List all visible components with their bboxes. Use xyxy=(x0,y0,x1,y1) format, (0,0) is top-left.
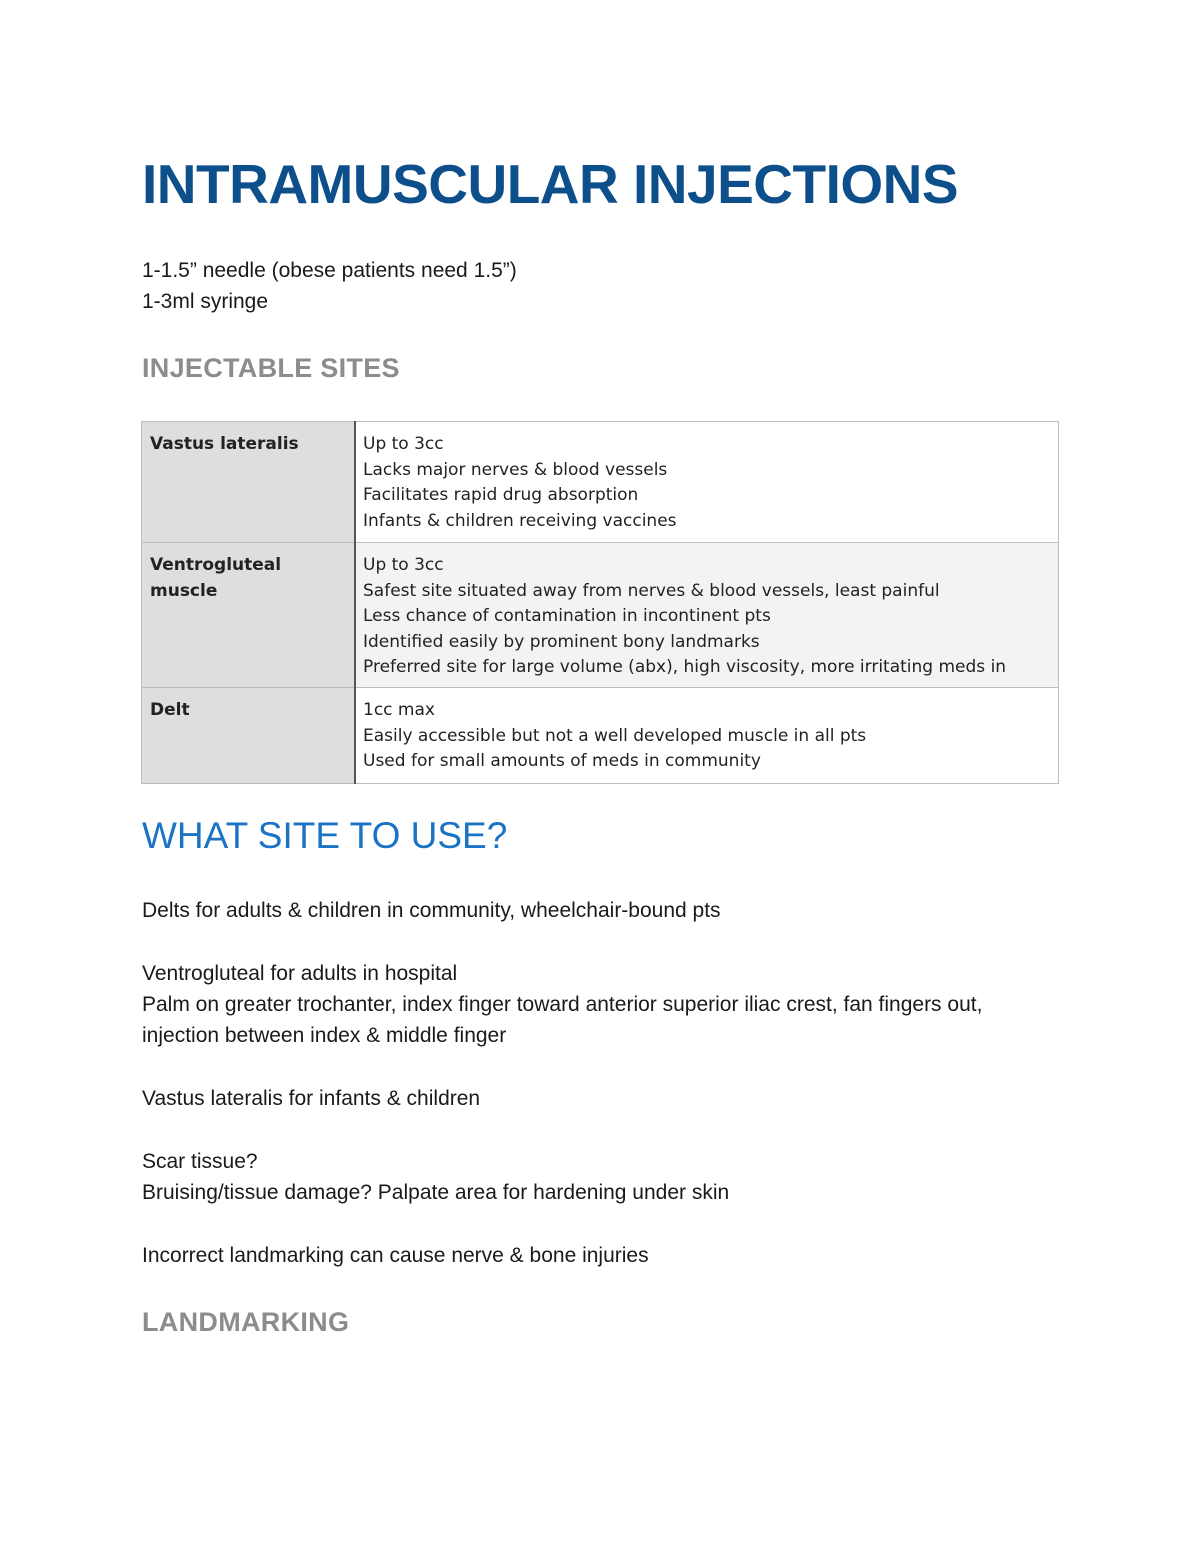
table-row xyxy=(142,543,1059,688)
what-site-heading: WHAT SITE TO USE? xyxy=(142,815,508,856)
detail-line: Safest site situated away from nerves & blood vessels, least painful xyxy=(363,580,940,601)
site-name-cell: Vastus lateralis xyxy=(142,422,356,543)
detail-line: Up to 3cc xyxy=(363,434,444,454)
page-title: INTRAMUSCULAR INJECTIONS xyxy=(142,153,959,215)
injectable-sites-heading: INJECTABLE SITES xyxy=(142,353,400,383)
site-name-text: Ventrogluteal muscle xyxy=(150,555,282,601)
text-line: Scar tissue? xyxy=(142,1150,258,1173)
paragraph xyxy=(142,895,1042,926)
injectable-sites-table xyxy=(141,421,1059,784)
site-details-cell xyxy=(355,543,1059,688)
syringe-note: 1-3ml syringe xyxy=(142,290,269,313)
text-line: Palm on greater trochanter, index finger toward anterior superior iliac crest, fan fingers out, injection between index & middle finger xyxy=(142,993,983,1047)
detail-line: 1cc max xyxy=(363,700,435,720)
details-clip xyxy=(363,553,1050,679)
site-name-cell xyxy=(142,543,356,688)
detail-line: Less chance of contamination in incontinent pts xyxy=(363,606,771,626)
detail-line: Up to 3cc xyxy=(363,555,444,575)
site-name-cell: Delt xyxy=(142,688,356,784)
landmarking-heading: LANDMARKING xyxy=(142,1307,350,1337)
table-row xyxy=(142,422,1059,543)
detail-line: Facilitates rapid drug absorption xyxy=(363,485,639,505)
detail-line: Used for small amounts of meds in community xyxy=(363,751,761,771)
paragraph xyxy=(142,1146,1042,1208)
needle-note: 1-1.5” needle (obese patients need 1.5”) xyxy=(142,259,517,282)
paragraph xyxy=(142,1083,1042,1114)
paragraph xyxy=(142,958,1042,1051)
paragraph xyxy=(142,1240,1042,1271)
detail-line: Lacks major nerves & blood vessels xyxy=(363,459,668,480)
equipment-notes xyxy=(142,255,517,317)
site-details-cell xyxy=(355,688,1059,784)
site-details-cell xyxy=(355,422,1059,543)
detail-line: Preferred site for large volume (abx), high viscosity, more irritating meds in xyxy=(363,657,1007,677)
site-selection-notes xyxy=(142,895,1042,1303)
text-line: Delts for adults & children in community, wheelchair-bound pts xyxy=(142,899,721,922)
text-line: Vastus lateralis for infants & children xyxy=(142,1087,481,1110)
text-line: Bruising/tissue damage? Palpate area for hardening under skin xyxy=(142,1181,730,1204)
text-line: Incorrect landmarking can cause nerve & bone injuries xyxy=(142,1244,649,1267)
detail-line: Easily accessible but not a well developed muscle in all pts xyxy=(363,725,867,746)
detail-line: Infants & children receiving vaccines xyxy=(363,510,677,531)
detail-line: Identified easily by prominent bony landmarks xyxy=(363,631,760,652)
text-line: Ventrogluteal for adults in hospital xyxy=(142,962,458,985)
table-row xyxy=(142,688,1059,784)
